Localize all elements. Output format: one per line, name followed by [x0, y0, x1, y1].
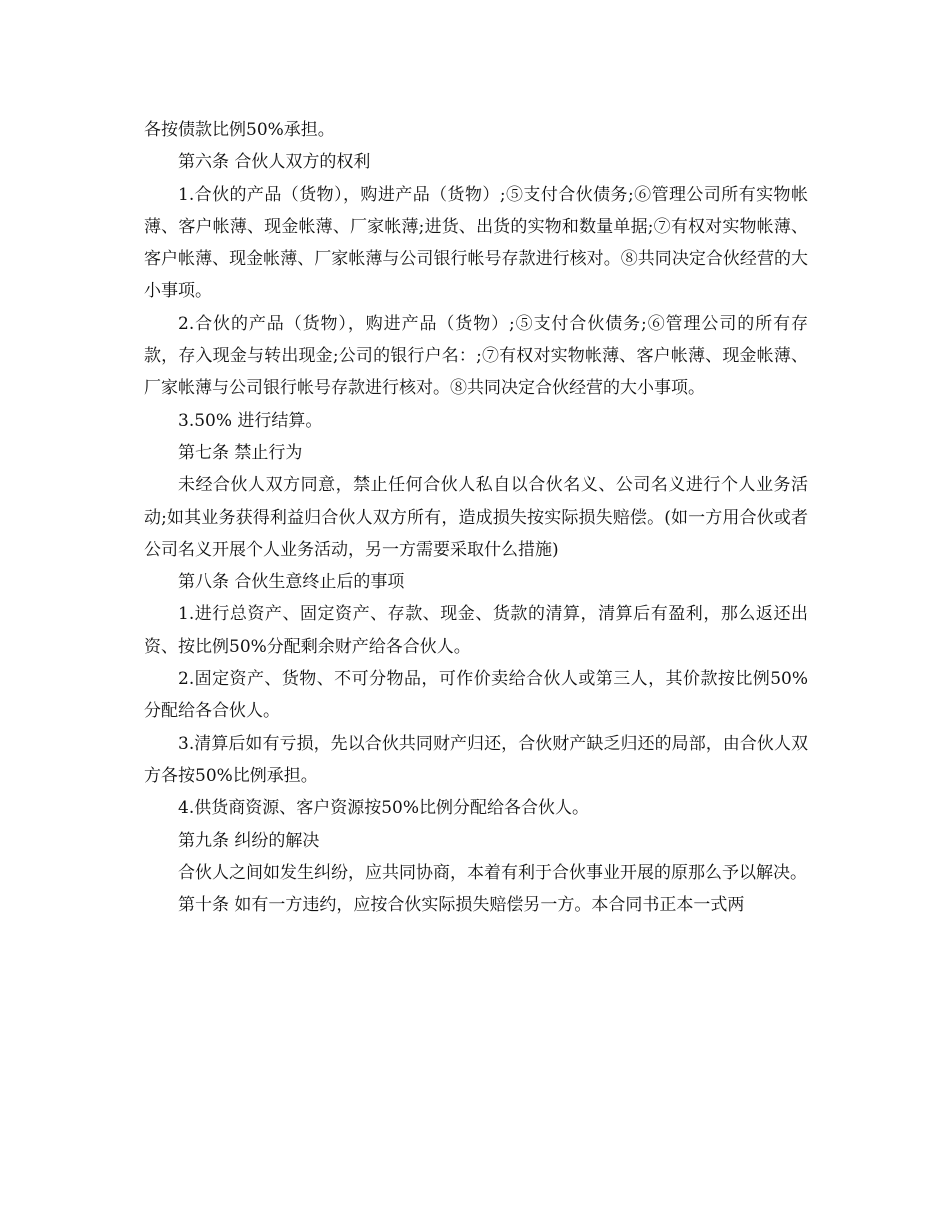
document-body — [144, 114, 808, 921]
paragraph: 未经合伙人双方同意，禁止任何合伙人私自以合伙名义、公司名义进行个人业务活动;如其业务获得利益归合伙人双方所有，造成损失按实际损失赔偿。(如一方用合伙或者公司名义开展个人业务活动，另一方需要采取什么措施) — [144, 475, 808, 560]
paragraph: 2.合伙的产品（货物），购进产品（货物）;⑤支付合伙债务;⑥管理公司的所有存款，存入现金与转出现金;公司的银行户名：;⑦有权对实物帐薄、客户帐薄、现金帐薄、厂家帐薄与公司银行帐号存款进行核对。⑧共同决定合伙经营的大小事项。 — [144, 313, 808, 399]
paragraph: 各按债款比例50%承担。 — [144, 120, 335, 140]
paragraph: 3.50% 进行结算。 — [178, 410, 323, 431]
section-heading-article-6: 第六条 合伙人双方的权利 — [178, 152, 371, 173]
section-heading-article-7: 第七条 禁止行为 — [178, 442, 303, 463]
paragraph: 第十条 如有一方违约，应按合伙实际损失赔偿另一方。本合同书正本一式两 — [178, 895, 745, 916]
paragraph: 1.进行总资产、固定资产、存款、现金、货款的清算，清算后有盈利，那么返还出资、按比例50%分配剩余财产给各合伙人。 — [144, 604, 808, 657]
paragraph: 2.固定资产、货物、不可分物品，可作价卖给合伙人或第三人，其价款按比例50%分配给各合伙人。 — [144, 669, 808, 722]
paragraph: 合伙人之间如发生纠纷，应共同协商，本着有利于合伙事业开展的原那么予以解决。 — [178, 862, 807, 883]
paragraph: 4.供货商资源、客户资源按50%比例分配给各合伙人。 — [178, 798, 590, 819]
section-heading-article-8: 第八条 合伙生意终止后的事项 — [178, 572, 405, 593]
paragraph: 3.清算后如有亏损，先以合伙共同财产归还，合伙财产缺乏归还的局部，由合伙人双方各按50%比例承担。 — [144, 733, 808, 786]
section-heading-article-9: 第九条 纠纷的解决 — [178, 830, 320, 851]
paragraph: 1.合伙的产品（货物），购进产品（货物）;⑤支付合伙债务;⑥管理公司所有实物帐薄、客户帐薄、现金帐薄、厂家帐薄;进货、出货的实物和数量单据;⑦有权对实物帐薄、客户帐薄、现金帐薄、厂家帐薄与公司银行帐号存款进行核对。⑧共同决定合伙经营的大小事项。 — [144, 184, 808, 302]
